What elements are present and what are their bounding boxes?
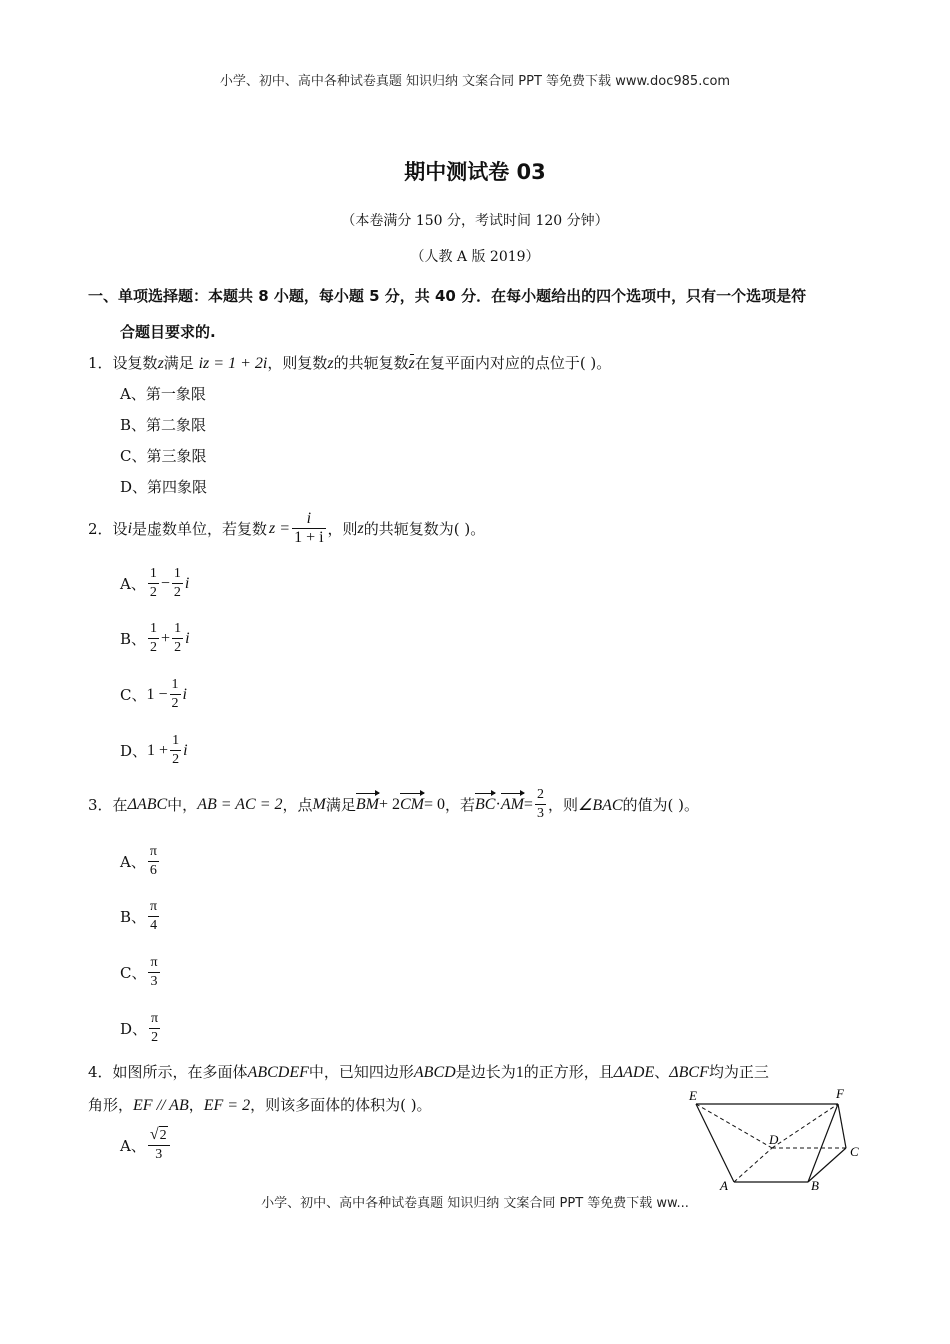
- fraction: $\frac{i}{1 + i}$: [294, 510, 324, 546]
- question-2: 2． 设 i 是虚数单位，若复数 z = $\frac{i}{1 + i}$ ，则 z 的共轭复数为( )。: [88, 510, 486, 546]
- q2-option-a[interactable]: A、 $\frac{1}{2}$ − $\frac{1}{2}$ i: [120, 566, 190, 600]
- question-4-line2: 角形，EF // AB，EF = 2，则该多面体的体积为( )。: [88, 1096, 432, 1114]
- vector-cm: CM: [399, 795, 424, 813]
- question-number: 3．: [88, 796, 113, 814]
- q2-option-d[interactable]: D、 1 + $\frac{1}{2}$ i: [120, 733, 188, 767]
- edge-bc: [808, 1148, 846, 1182]
- q1-option-b[interactable]: B、第二象限: [120, 416, 207, 434]
- vector-bm: BM: [355, 795, 379, 813]
- label-f: F: [836, 1086, 844, 1101]
- question-number: 4．: [88, 1063, 113, 1081]
- polyhedron-figure: [680, 1082, 870, 1194]
- label-e: E: [689, 1088, 697, 1103]
- edge-fc: [838, 1104, 846, 1148]
- label-a: A: [720, 1178, 728, 1193]
- q4-option-a[interactable]: A、 √ 2 3: [120, 1126, 172, 1164]
- vector-am: AM: [500, 795, 524, 813]
- question-4-line1: 4．如图所示，在多面体ABCDEF中，已知四边形ABCD是边长为1的正方形，且ΔADE、ΔBCF均为正三: [88, 1063, 769, 1081]
- q3-option-d[interactable]: D、 $\frac{\pi}{2}$: [120, 1011, 159, 1045]
- page-header: 小学、初中、高中各种试卷真题 知识归纳 文案合同 PPT 等免费下载 www.doc985.com: [219, 74, 731, 89]
- edge-ea: [696, 1104, 734, 1182]
- q3-option-c[interactable]: C、 $\frac{\pi}{3}$: [120, 955, 158, 989]
- question-number: 2．: [88, 520, 113, 538]
- q3-option-b[interactable]: B、 $\frac{\pi}{4}$: [120, 899, 158, 933]
- edge-df: [772, 1104, 838, 1148]
- q1-option-a[interactable]: A、第一象限: [120, 385, 206, 403]
- edge-fb: [808, 1104, 838, 1182]
- page-footer: 小学、初中、高中各种试卷真题 知识归纳 文案合同 PPT 等免费下载 ww...: [261, 1196, 689, 1211]
- edition-info: （人教 A 版 2019）: [410, 249, 540, 265]
- q3-option-a[interactable]: A、 $\frac{\pi}{6}$: [120, 844, 157, 878]
- q1-option-d[interactable]: D、第四象限: [120, 478, 208, 496]
- label-b: B: [811, 1178, 819, 1193]
- q1-option-c[interactable]: C、第三象限: [120, 447, 207, 465]
- q2-option-b[interactable]: B、 $\frac{1}{2}$ + $\frac{1}{2}$ i: [120, 621, 190, 655]
- label-c: C: [850, 1144, 859, 1159]
- equation: iz = 1 + 2i: [198, 355, 268, 372]
- page-title: 期中测试卷 03: [404, 160, 546, 184]
- question-number: 1．: [88, 354, 113, 372]
- vector-bc: BC: [475, 795, 496, 813]
- question-1: 1．设复数z满足 iz = 1 + 2i，则复数z的共轭复数z在复平面内对应的点位于( )。: [88, 354, 612, 372]
- edge-ad: [734, 1148, 772, 1182]
- label-d: D: [769, 1132, 779, 1147]
- q2-option-c[interactable]: C、 1 − $\frac{1}{2}$ i: [120, 677, 187, 711]
- exam-info: （本卷满分 150 分，考试时间 120 分钟）: [341, 213, 609, 229]
- question-3: 3． 在 ΔABC 中， AB = AC = 2 ，点 M 满足 BM + 2 CM = 0 ，若 BC · AM = $\frac{2}{3}$ ，则 ∠BAC 的值为( )。: [88, 787, 700, 821]
- sqrt-expression: √ 2: [149, 1126, 167, 1143]
- section-heading-line1: 一、单项选择题：本题共 8 小题，每小题 5 分，共 40 分．在每小题给出的四个选项中，只有一个选项是符: [88, 287, 807, 305]
- section-heading-line2: 合题目要求的.: [120, 323, 216, 341]
- conjugate-z: z: [408, 355, 415, 372]
- edge-ed: [696, 1104, 772, 1148]
